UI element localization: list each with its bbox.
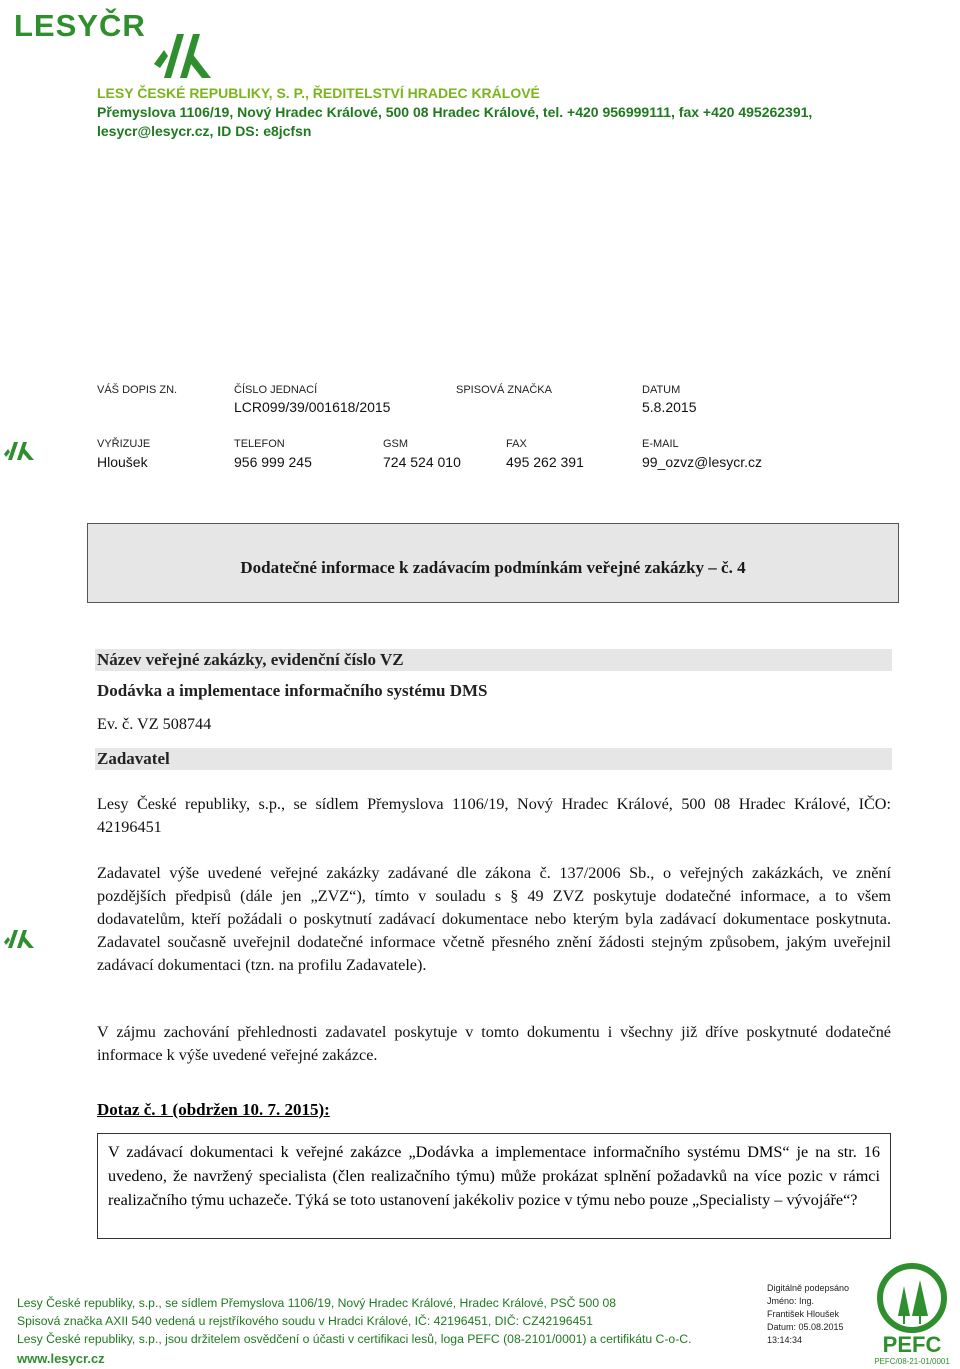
- body-paragraph-2: V zájmu zachování přehlednosti zadavatel poskytuje v tomto dokumentu i všechny již dříve poskytnuté dodatečné informace k výše uvedené veřejné zakázce.: [97, 1023, 891, 1064]
- value-phone: 956 999 245: [234, 454, 312, 470]
- label-your-letter: VÁŠ DOPIS ZN.: [97, 384, 178, 396]
- value-fax: 495 262 391: [506, 454, 584, 470]
- contract-heading: Název veřejné zakázky, evidenční číslo VZ: [95, 649, 892, 671]
- label-fax: FAX: [506, 438, 527, 450]
- label-ref-no: ČÍSLO JEDNACÍ: [234, 384, 318, 396]
- label-email: E-MAIL: [642, 438, 679, 450]
- value-ref-no: LCR099/39/001618/2015: [234, 399, 391, 415]
- document-title: Dodatečné informace k zadávacím podmínkám veřejné zakázky – č. 4: [240, 558, 746, 577]
- pefc-code: PEFC/08-21-01/0001: [874, 1357, 950, 1366]
- label-date: DATUM: [642, 384, 681, 396]
- label-gsm: GSM: [383, 438, 409, 450]
- signature-line-3: František Hloušek: [767, 1309, 840, 1319]
- label-phone: TELEFON: [234, 438, 285, 450]
- footer-line-3: Lesy České republiky, s.p., jsou držitelem osvědčení o účasti v certifikaci lesů, loga PEFC (08-2101/0001) a certifikátu C-o-C.: [17, 1332, 692, 1346]
- question-box: [97, 1133, 891, 1239]
- question-text: V zadávací dokumentaci k veřejné zakázce „Dodávka a implementace informačního systému DMS“ je na str. 16 uvedeno, že navržený specialista (člen realizačního týmu) může prokázat splnění požadavků na více pozic v rámci realizačního týmu uchazeče. Týká se toto ustanovení jakékoliv pozice v týmu nebo pouze „Specialisty – vývojáře“?: [108, 1143, 880, 1209]
- value-email: 99_ozvz@lesycr.cz: [642, 454, 763, 470]
- logo-wordmark: LESYČR: [14, 8, 146, 43]
- contract-number: Ev. č. VZ 508744: [97, 715, 212, 733]
- contract-name: Dodávka a implementace informačního systému DMS: [97, 681, 488, 700]
- pefc-logo: [868, 1262, 956, 1366]
- contracting-authority-heading: Zadavatel: [95, 748, 892, 770]
- organization-address: Přemyslova 1106/19, Nový Hradec Králové, 500 08 Hradec Králové, tel. +420 956999111, fax +420 495262391,: [97, 104, 813, 120]
- leaf-mark-icon: [4, 928, 34, 948]
- organization-email: lesycr@lesycr.cz, ID DS: e8jcfsn: [97, 123, 312, 139]
- footer-line-2: Spisová značka AXII 540 vedená u rejstříkového soudu v Hradci Králové, IČ: 42196451, DIČ: CZ42196451: [17, 1314, 593, 1328]
- signature-line-2: Jméno: Ing.: [767, 1296, 815, 1306]
- contracting-authority-text: Lesy České republiky, s.p., se sídlem Přemyslova 1106/19, Nový Hradec Králové, 500 08 Hradec Králové, IČO: 42196451: [97, 795, 891, 836]
- signature-line-5: 13:14:34: [767, 1335, 803, 1345]
- pefc-wordmark: PEFC: [882, 1332, 942, 1357]
- footer-line-1: Lesy České republiky, s.p., se sídlem Přemyslova 1106/19, Nový Hradec Králové, Hradec Králové, PSČ 500 08: [17, 1296, 617, 1310]
- signature-line-1: Digitálně podepsáno: [767, 1283, 850, 1293]
- question-heading: Dotaz č. 1 (obdržen 10. 7. 2015):: [97, 1100, 330, 1119]
- signature-line-4: Datum: 05.08.2015: [767, 1322, 844, 1332]
- leaf-mark-icon: [4, 440, 34, 460]
- label-handler: VYŘIZUJE: [97, 438, 151, 450]
- value-gsm: 724 524 010: [383, 454, 461, 470]
- footer-website-link[interactable]: www.lesycr.cz: [17, 1351, 105, 1366]
- value-handler: Hloušek: [97, 454, 148, 470]
- body-paragraph-1: Zadavatel výše uvedené veřejné zakázky zadávané dle zákona č. 137/2006 Sb., o veřejných zakázkách, ve znění pozdějších předpisů (dále jen „ZVZ“), tímto v souladu s § 49 ZVZ poskytuje dodatečné informace, a to všem dodavatelům, kteří požádali o poskytnutí zadávací dokumentace nebo kterým byla zadávací dokumentace poskytnuta. Zadavatel současně uveřejnil dodatečné informace včetně přesného znění žádosti stejným způsobem, jakým uveřejnil zadávací dokumentaci (tzn. na profilu Zadavatele).: [97, 864, 891, 974]
- value-date: 5.8.2015: [642, 399, 697, 415]
- organization-name: LESY ČESKÉ REPUBLIKY, S. P., ŘEDITELSTVÍ HRADEC KRÁLOVÉ: [97, 85, 540, 101]
- label-file-mark: SPISOVÁ ZNAČKA: [456, 384, 552, 396]
